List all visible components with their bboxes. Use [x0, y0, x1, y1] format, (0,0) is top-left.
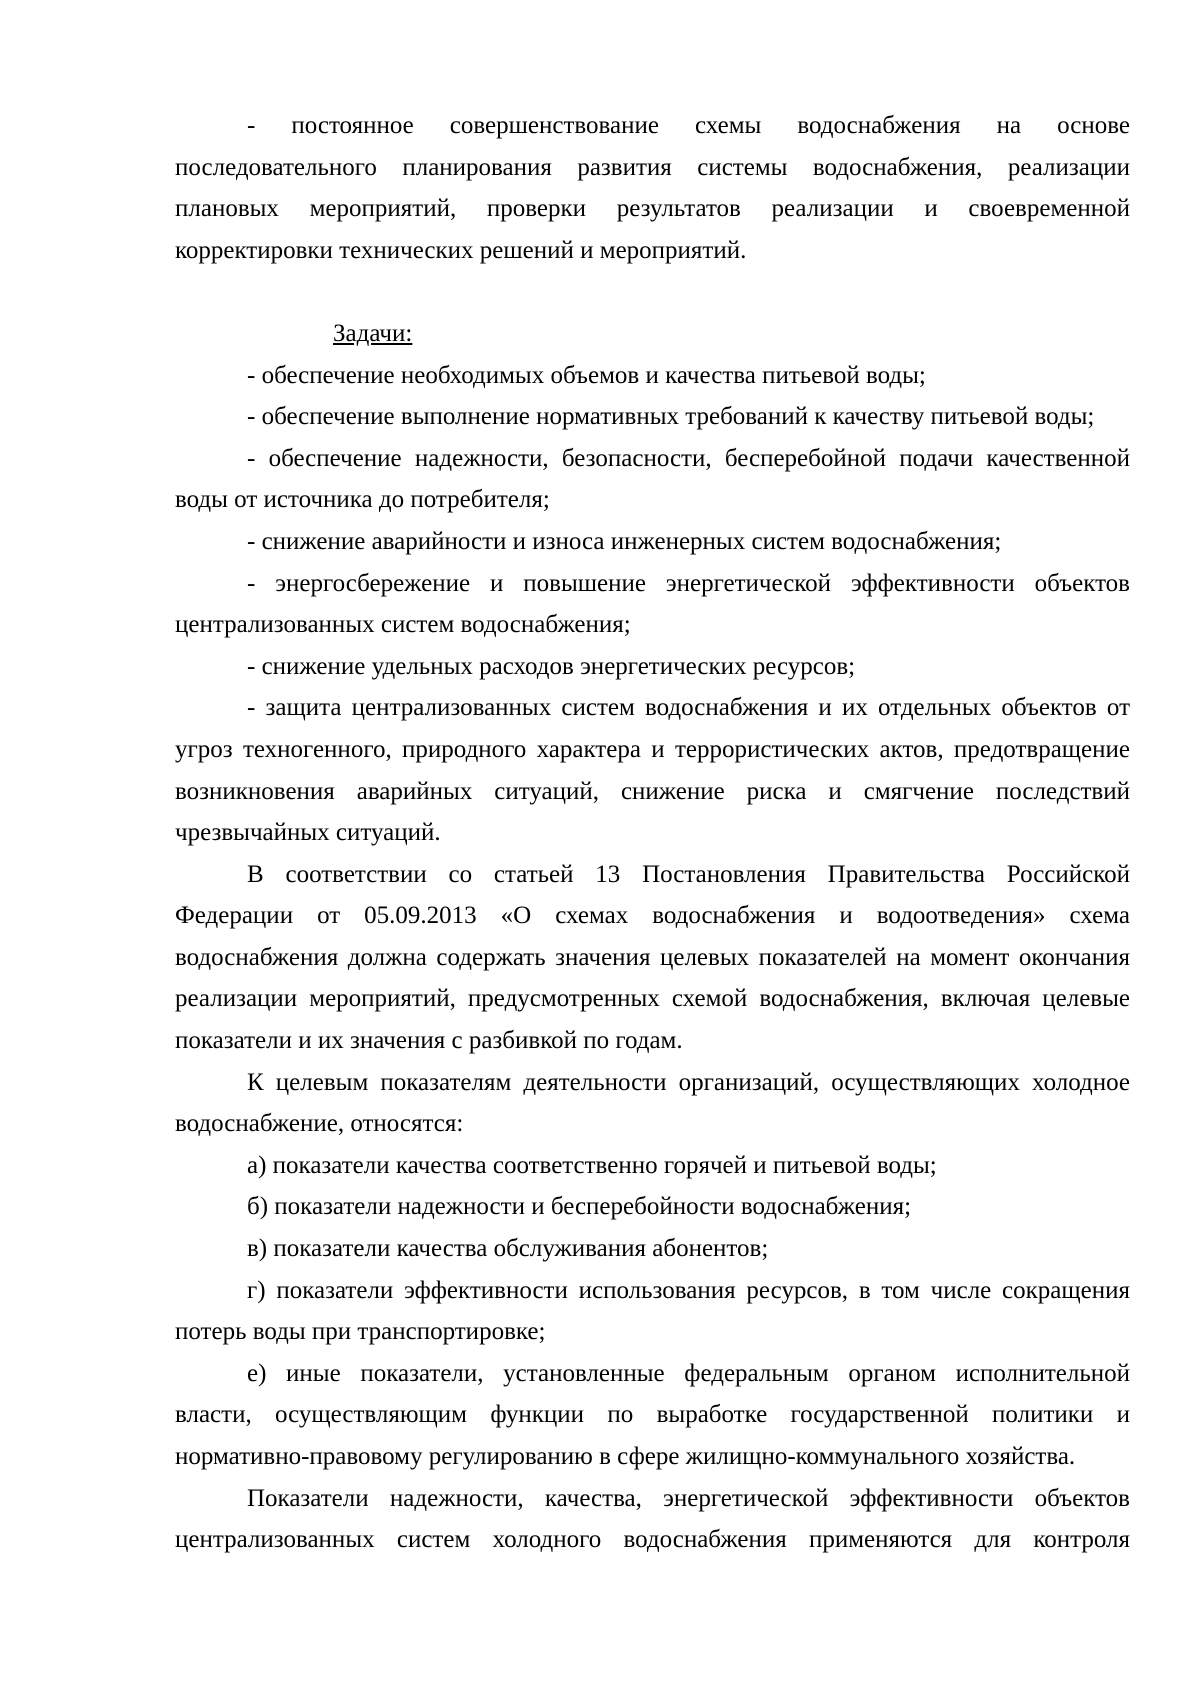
task-item: - обеспечение необходимых объемов и качества питьевой воды;	[247, 361, 926, 389]
target-list-item: в) показатели качества обслуживания абонентов;	[247, 1235, 769, 1263]
task-item: - снижение удельных расходов энергетических ресурсов;	[247, 652, 856, 680]
task-item: - обеспечение выполнение нормативных требований к качеству питьевой воды;	[247, 403, 1095, 431]
document-body	[175, 105, 1130, 1561]
target-list-item: б) показатели надежности и бесперебойности водоснабжения;	[247, 1193, 912, 1221]
task-item: - защита централизованных систем водоснабжения и их отдельных объектов от угроз техногенного, природного характера и террористических актов, предотвращение возникновения аварийных ситуаций, снижение риска и смягчение последствий чрезвычайных ситуаций.	[175, 694, 1130, 847]
spacer	[175, 271, 1130, 313]
task-item: - обеспечение надежности, безопасности, бесперебойной подачи качественной воды от источника до потребителя;	[175, 444, 1130, 514]
target-list-item: г) показатели эффективности использования ресурсов, в том числе сокращения потерь воды при транспортировке;	[175, 1276, 1130, 1346]
tasks-heading: Задачи:	[333, 319, 413, 347]
target-list-item: е) иные показатели, установленные федеральным органом исполнительной власти, осуществляющим функции по выработке государственной политики и нормативно-правовому регулированию в сфере жилищно-коммунального хозяйства.	[175, 1359, 1130, 1470]
task-item: - снижение аварийности и износа инженерных систем водоснабжения;	[247, 527, 1002, 555]
paragraph-resolution: В соответствии со статьей 13 Постановления Правительства Российской Федерации от 05.09.2013 «О схемах водоснабжения и водоотведения» схема водоснабжения должна содержать значения целевых показателей на момент окончания реализации мероприятий, предусмотренных схемой водоснабжения, включая целевые показатели и их значения с разбивкой по годам.	[175, 860, 1130, 1055]
target-list-item: а) показатели качества соответственно горячей и питьевой воды;	[247, 1151, 937, 1179]
paragraph-improvement: - постоянное совершенствование схемы водоснабжения на основе последовательного планирования развития системы водоснабжения, реализации плановых мероприятий, проверки результатов реализации и своевременной корректировки технических решений и мероприятий.	[175, 112, 1130, 264]
paragraph-indicators: Показатели надежности, качества, энергетической эффективности объектов централизованных систем холодного водоснабжения применяются для контроля	[175, 1484, 1130, 1554]
task-item: - энергосбережение и повышение энергетической эффективности объектов централизованных систем водоснабжения;	[175, 569, 1130, 639]
paragraph-targets-intro: К целевым показателям деятельности организаций, осуществляющих холодное водоснабжение, относятся:	[175, 1068, 1130, 1138]
